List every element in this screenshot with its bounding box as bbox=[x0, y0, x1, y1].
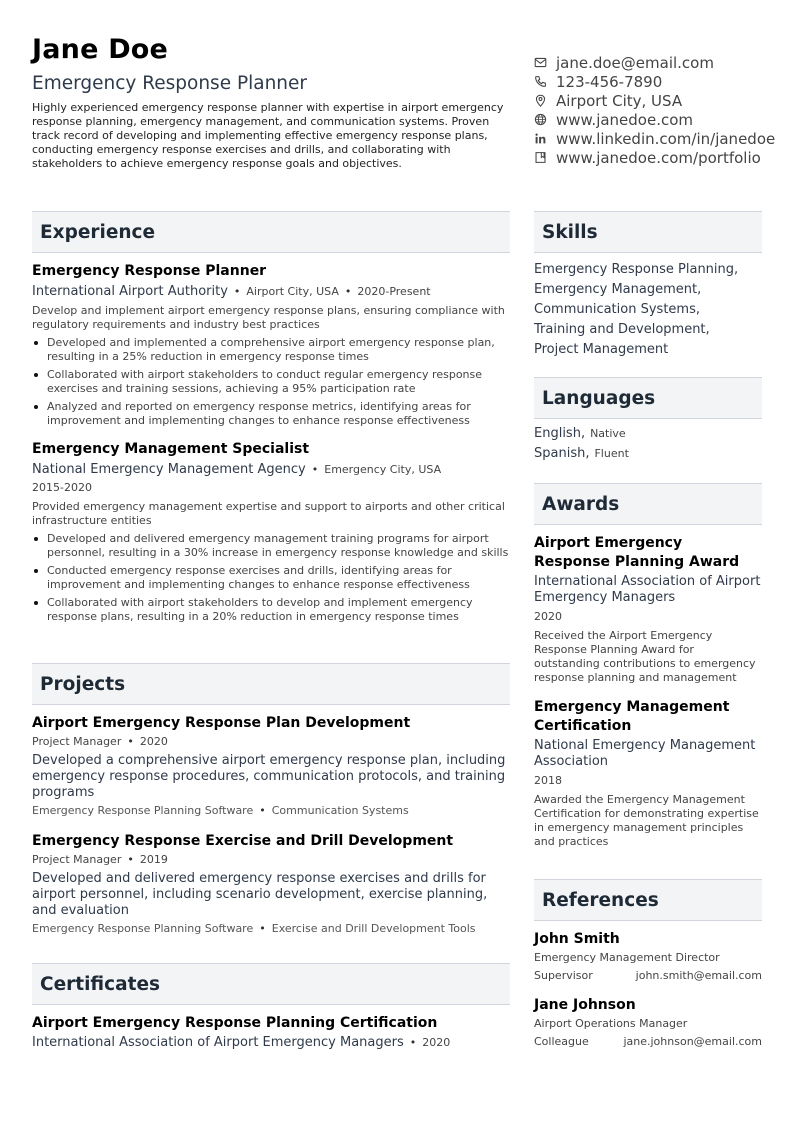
job-meta bbox=[32, 284, 510, 300]
contact-email[interactable] bbox=[534, 53, 792, 72]
project-tags bbox=[32, 922, 510, 936]
award-organization: National Emergency Management Association bbox=[534, 738, 756, 769]
project-meta bbox=[32, 735, 510, 749]
skills-list bbox=[534, 260, 762, 360]
contact-linkedin[interactable] bbox=[534, 129, 792, 148]
language-item bbox=[534, 426, 762, 446]
portfolio-icon bbox=[534, 151, 547, 164]
skill-item: Training and Development, bbox=[534, 322, 710, 337]
reference-details bbox=[534, 1035, 762, 1049]
skill-item: Project Management bbox=[534, 342, 669, 357]
skill-item: Communication Systems, bbox=[534, 302, 700, 317]
experience-section bbox=[32, 211, 510, 628]
reference-name: Jane Johnson bbox=[534, 997, 636, 1013]
job-title: Emergency Response Planner bbox=[32, 263, 267, 279]
contact-email-text: jane.doe@email.com bbox=[556, 53, 714, 72]
award-organization: International Association of Airport Emergency Managers bbox=[534, 574, 761, 605]
job-meta bbox=[32, 462, 510, 478]
project-description: Developed and delivered emergency response exercises and drills for airport personnel, including scenario development, exercise planning, and evaluation bbox=[32, 871, 488, 918]
project-tag: Communication Systems bbox=[271, 804, 409, 817]
achievement-item: Collaborated with airport stakeholders to conduct regular emergency response exercises and training sessions, achieving a 95% participation rate bbox=[32, 368, 510, 396]
job-company: National Emergency Management Agency bbox=[32, 462, 306, 477]
award-description: Received the Airport Emergency Response Planning Award for outstanding contributions to emergency response planning and management bbox=[534, 629, 756, 684]
contact-portfolio[interactable] bbox=[534, 148, 792, 167]
references-section bbox=[534, 879, 762, 1049]
candidate-name: Jane Doe bbox=[32, 34, 169, 65]
resume-header bbox=[32, 34, 510, 171]
award-year: 2020 bbox=[534, 610, 562, 623]
certificate-meta bbox=[32, 1035, 510, 1051]
reference-role: Airport Operations Manager bbox=[534, 1017, 688, 1030]
references-heading: References bbox=[534, 879, 762, 921]
reference-entry bbox=[534, 996, 762, 1049]
award-year: 2018 bbox=[534, 774, 562, 787]
reference-details bbox=[534, 969, 762, 983]
contact-portfolio-text: www.janedoe.com/portfolio bbox=[556, 148, 761, 167]
languages-heading: Languages bbox=[534, 377, 762, 419]
candidate-title: Emergency Response Planner bbox=[32, 73, 308, 94]
linkedin-icon bbox=[534, 132, 547, 145]
separator-dot: • bbox=[344, 285, 352, 298]
achievement-item: Developed and implemented a comprehensive airport emergency response plan, resulting in a 25% reduction in emergency response times bbox=[32, 336, 510, 364]
job-description: Provided emergency management expertise and support to airports and other critical infrastructure entities bbox=[32, 500, 505, 527]
achievement-item: Analyzed and reported on emergency response metrics, identifying areas for improvement and implementing changes to enhance response effectiveness bbox=[32, 400, 510, 428]
contact-website[interactable] bbox=[534, 110, 792, 129]
skills-heading: Skills bbox=[534, 211, 762, 253]
skills-section bbox=[534, 211, 762, 360]
language-level: Fluent bbox=[594, 447, 629, 460]
contact-website-text: www.janedoe.com bbox=[556, 110, 694, 129]
job-achievements bbox=[32, 532, 510, 624]
awards-heading: Awards bbox=[534, 483, 762, 525]
reference-relation: Supervisor bbox=[534, 969, 593, 982]
job-dates: 2015-2020 bbox=[32, 481, 92, 494]
skill-item: Emergency Management, bbox=[534, 282, 702, 297]
reference-name: John Smith bbox=[534, 931, 620, 947]
location-pin-icon bbox=[534, 94, 547, 107]
languages-list bbox=[534, 426, 762, 466]
award-description: Awarded the Emergency Management Certification for demonstrating expertise in emergency management principles and practices bbox=[534, 793, 759, 848]
projects-heading: Projects bbox=[32, 663, 510, 705]
project-tag: Exercise and Drill Development Tools bbox=[271, 922, 476, 935]
separator-dot: • bbox=[409, 1036, 417, 1049]
award-entry bbox=[534, 534, 762, 685]
language-name: English, bbox=[534, 426, 586, 441]
award-entry bbox=[534, 698, 762, 849]
certificate-title: Airport Emergency Response Planning Certification bbox=[32, 1015, 438, 1031]
projects-section bbox=[32, 663, 510, 936]
project-role: Project Manager bbox=[32, 735, 122, 748]
job-location: Emergency City, USA bbox=[324, 463, 442, 476]
certificate-entry bbox=[32, 1014, 510, 1051]
project-description: Developed a comprehensive airport emergency response plan, including emergency response procedures, communication protocols, and training programs bbox=[32, 753, 506, 800]
separator-dot: • bbox=[127, 735, 134, 748]
experience-entry bbox=[32, 440, 510, 624]
languages-section bbox=[534, 377, 762, 466]
separator-dot: • bbox=[127, 853, 134, 866]
language-item bbox=[534, 446, 762, 466]
certificates-section bbox=[32, 963, 510, 1051]
certificate-year: 2020 bbox=[422, 1036, 451, 1049]
contact-linkedin-text: www.linkedin.com/in/janedoe bbox=[556, 129, 776, 148]
email-icon bbox=[534, 56, 547, 69]
award-title: Airport Emergency Response Planning Award bbox=[534, 535, 740, 570]
language-level: Native bbox=[590, 427, 626, 440]
certificates-heading: Certificates bbox=[32, 963, 510, 1005]
job-location: Airport City, USA bbox=[246, 285, 339, 298]
project-role: Project Manager bbox=[32, 853, 122, 866]
contact-phone[interactable] bbox=[534, 72, 792, 91]
job-title: Emergency Management Specialist bbox=[32, 441, 310, 457]
achievement-item: Conducted emergency response exercises and drills, identifying areas for improvement and implementing changes to enhance response effectiveness bbox=[32, 564, 510, 592]
project-tag: Emergency Response Planning Software bbox=[32, 922, 254, 935]
job-achievements bbox=[32, 336, 510, 428]
job-description: Develop and implement airport emergency response plans, ensuring compliance with regulatory requirements and industry best practices bbox=[32, 304, 505, 331]
achievement-item: Collaborated with airport stakeholders to develop and implement emergency response plans, resulting in a 20% reduction in emergency response times bbox=[32, 596, 510, 624]
contact-location bbox=[534, 91, 792, 110]
project-title: Airport Emergency Response Plan Development bbox=[32, 715, 411, 731]
reference-email[interactable]: jane.johnson@email.com bbox=[623, 1035, 762, 1048]
job-dates: 2020-Present bbox=[357, 285, 431, 298]
project-year: 2020 bbox=[139, 735, 168, 748]
project-meta bbox=[32, 853, 510, 867]
language-name: Spanish, bbox=[534, 446, 590, 461]
certificate-issuer: International Association of Airport Emergency Managers bbox=[32, 1035, 404, 1050]
reference-entry bbox=[534, 930, 762, 983]
globe-icon bbox=[534, 113, 547, 126]
experience-heading: Experience bbox=[32, 211, 510, 253]
contact-phone-text: 123-456-7890 bbox=[556, 72, 663, 91]
summary-text: Highly experienced emergency response planner with expertise in airport emergency response planning, emergency management, and communication systems. Proven track record of developing and implementing effective emergency response plans, conducting emergency response exercises and drills, and collaborating with stakeholders to achieve emergency response goals and objectives. bbox=[32, 101, 504, 170]
job-company: International Airport Authority bbox=[32, 284, 228, 299]
skill-item: Emergency Response Planning, bbox=[534, 262, 739, 277]
award-title: Emergency Management Certification bbox=[534, 699, 730, 734]
separator-dot: • bbox=[233, 285, 241, 298]
contact-list bbox=[534, 53, 792, 167]
separator-dot: • bbox=[259, 922, 266, 935]
project-tags bbox=[32, 804, 510, 818]
achievement-item: Developed and delivered emergency management training programs for airport personnel, resulting in a 30% increase in emergency response knowledge and skills bbox=[32, 532, 510, 560]
reference-email[interactable]: john.smith@email.com bbox=[635, 969, 762, 982]
phone-icon bbox=[534, 75, 547, 88]
project-year: 2019 bbox=[139, 853, 168, 866]
reference-relation: Colleague bbox=[534, 1035, 589, 1048]
reference-role: Emergency Management Director bbox=[534, 951, 720, 964]
project-entry bbox=[32, 714, 510, 818]
separator-dot: • bbox=[311, 463, 319, 476]
awards-section bbox=[534, 483, 762, 849]
project-entry bbox=[32, 832, 510, 936]
project-tag: Emergency Response Planning Software bbox=[32, 804, 254, 817]
experience-entry bbox=[32, 262, 510, 428]
contact-location-text: Airport City, USA bbox=[556, 91, 683, 110]
separator-dot: • bbox=[259, 804, 266, 817]
project-title: Emergency Response Exercise and Drill Development bbox=[32, 833, 454, 849]
